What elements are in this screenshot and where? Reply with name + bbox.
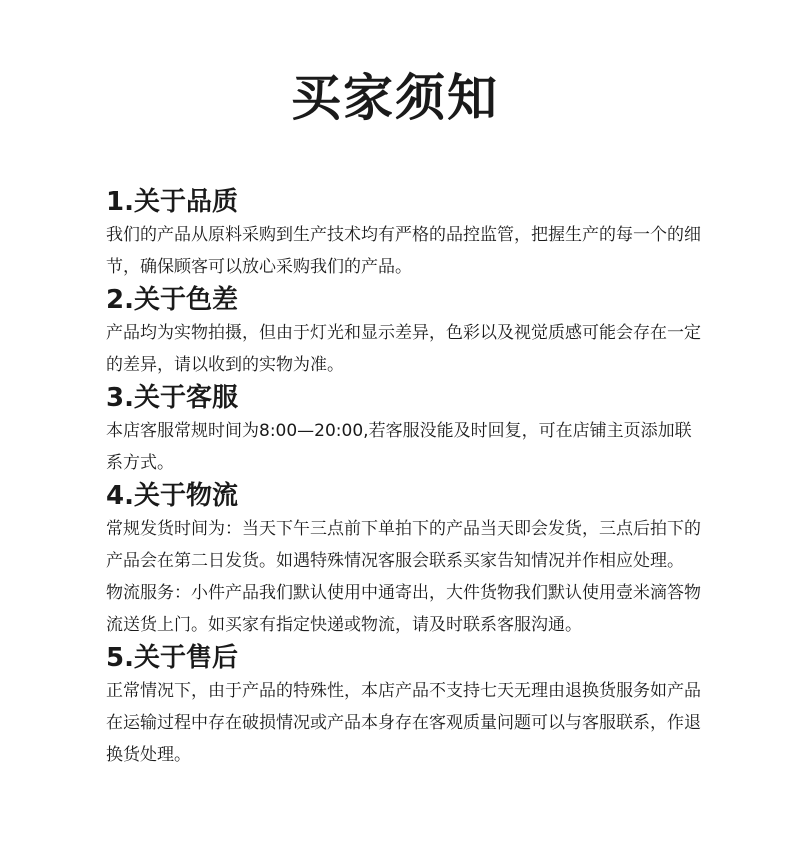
section-heading: 4.关于物流 [106, 481, 238, 511]
section-paragraph: 产品均为实物拍摄，但由于灯光和显示差异，色彩以及视觉质感可能会存在一定的差异，请以收到的实物为准。 [106, 323, 701, 375]
section-after-sales [106, 641, 706, 771]
section-paragraph: 常规发货时间为：当天下午三点前下单拍下的产品当天即会发货，三点后拍下的产品会在第二日发货。如遇特殊情况客服会联系买家告知情况并作相应处理。 [106, 519, 701, 571]
page-title: 买家须知 [291, 69, 499, 127]
section-quality [106, 185, 706, 283]
notice-content [106, 185, 706, 771]
section-paragraph: 物流服务：小件产品我们默认使用中通寄出，大件货物我们默认使用壹米滴答物流送货上门。如买家有指定快递或物流，请及时联系客服沟通。 [106, 583, 701, 635]
section-paragraph: 正常情况下，由于产品的特殊性，本店产品不支持七天无理由退换货服务如产品在运输过程中存在破损情况或产品本身存在客观质量问题可以与客服联系，作退换货处理。 [106, 681, 701, 765]
section-paragraph: 我们的产品从原料采购到生产技术均有严格的品控监管，把握生产的每一个的细节，确保顾客可以放心采购我们的产品。 [106, 225, 701, 277]
section-color-difference [106, 283, 706, 381]
section-heading: 2.关于色差 [106, 285, 238, 315]
section-paragraph: 本店客服常规时间为8:00—20:00,若客服没能及时回复，可在店铺主页添加联系方式。 [106, 421, 692, 473]
section-heading: 3.关于客服 [106, 383, 238, 413]
section-heading: 5.关于售后 [106, 643, 238, 673]
section-logistics [106, 479, 706, 641]
section-heading: 1.关于品质 [106, 187, 238, 217]
section-customer-service [106, 381, 706, 479]
